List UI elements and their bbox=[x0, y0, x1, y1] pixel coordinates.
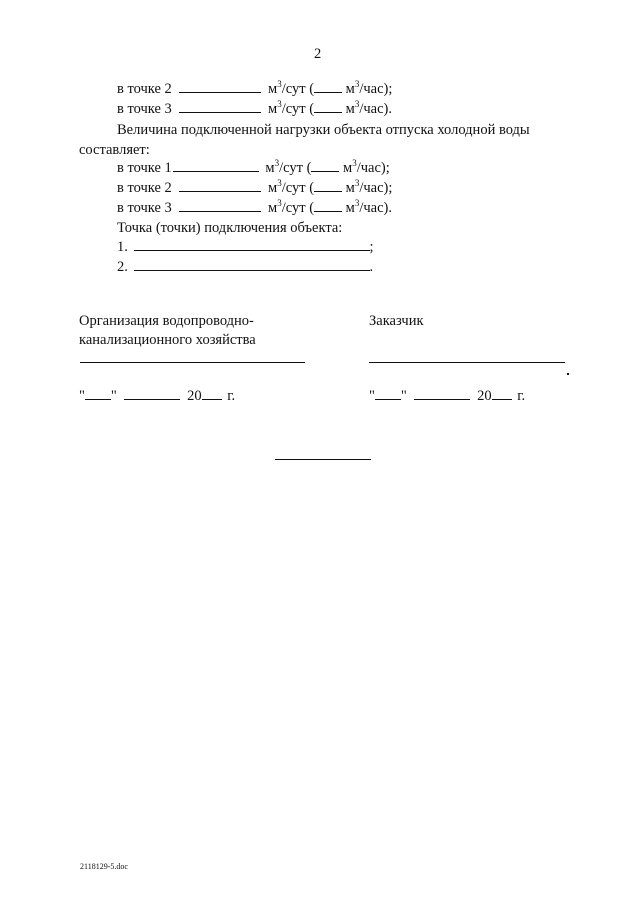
customer-date bbox=[369, 387, 525, 405]
point-label: в точке 2 bbox=[117, 180, 172, 196]
footer-filename: 2118129-5.doc bbox=[80, 862, 128, 871]
line-end: . bbox=[388, 101, 393, 117]
connection-points-heading: Точка (точки) подключения объекта: bbox=[117, 220, 343, 236]
blank-month bbox=[414, 387, 470, 400]
unit-m: м bbox=[345, 101, 355, 117]
line-end: ; bbox=[388, 180, 393, 196]
year-suffix: г. bbox=[517, 388, 526, 404]
line-end: ; bbox=[385, 160, 390, 176]
unit-m: м bbox=[265, 160, 275, 176]
unit-hour: /час) bbox=[359, 200, 389, 216]
unit-day: /сут ( bbox=[279, 160, 312, 176]
blank-month bbox=[124, 387, 180, 400]
quote-close: " bbox=[110, 388, 117, 404]
unit-exp: 3 bbox=[277, 99, 282, 109]
blank-day bbox=[85, 387, 111, 400]
year-prefix: 20 bbox=[187, 388, 202, 404]
closing-rule bbox=[275, 459, 371, 460]
unit-exp: 3 bbox=[354, 198, 360, 208]
line-end: . bbox=[388, 200, 393, 216]
blank-field bbox=[179, 100, 261, 113]
unit-m: м bbox=[345, 200, 355, 216]
quote-close: " bbox=[400, 388, 407, 404]
blank-field bbox=[134, 238, 370, 251]
cold-water-point-1 bbox=[117, 159, 390, 177]
unit-exp: 3 bbox=[277, 198, 282, 208]
connection-point-1 bbox=[117, 238, 374, 256]
vodokanal-label-line2: канализационного хозяйства bbox=[79, 332, 256, 348]
water-intake-point-3 bbox=[117, 100, 392, 118]
point-number: 1. bbox=[117, 239, 128, 255]
blank-field bbox=[314, 80, 342, 93]
page-number: 2 bbox=[314, 46, 322, 62]
line-end: . bbox=[369, 259, 374, 275]
point-label: в точке 2 bbox=[117, 81, 172, 97]
line-end: ; bbox=[388, 81, 393, 97]
water-intake-point-2 bbox=[117, 80, 392, 98]
blank-field bbox=[311, 159, 339, 172]
cold-water-heading-line1: Величина подключенной нагрузки объекта отпуска холодной воды bbox=[117, 122, 530, 138]
unit-hour: /час) bbox=[359, 101, 389, 117]
cold-water-point-3 bbox=[117, 199, 392, 217]
unit-exp: 3 bbox=[277, 178, 282, 188]
unit-m: м bbox=[268, 101, 278, 117]
unit-m: м bbox=[345, 81, 355, 97]
unit-m: м bbox=[343, 160, 353, 176]
cold-water-heading-line2: составляет: bbox=[79, 142, 150, 158]
unit-exp: 3 bbox=[274, 158, 280, 168]
unit-m: м bbox=[345, 180, 355, 196]
year-suffix: г. bbox=[227, 388, 236, 404]
unit-day: /сут ( bbox=[281, 180, 315, 196]
blank-field bbox=[179, 80, 261, 93]
unit-m: м bbox=[268, 180, 278, 196]
blank-year bbox=[202, 387, 222, 400]
unit-hour: /час) bbox=[359, 180, 389, 196]
stray-dot bbox=[567, 373, 569, 375]
unit-day: /сут ( bbox=[281, 200, 315, 216]
unit-hour: /час) bbox=[359, 81, 389, 97]
blank-day bbox=[375, 387, 401, 400]
blank-field bbox=[134, 258, 370, 271]
unit-hour: /час) bbox=[356, 160, 386, 176]
point-label: в точке 3 bbox=[117, 200, 172, 216]
blank-field bbox=[173, 159, 259, 172]
customer-signature-line bbox=[369, 362, 565, 363]
unit-exp: 3 bbox=[354, 178, 360, 188]
blank-field bbox=[179, 199, 261, 212]
unit-day: /сут ( bbox=[281, 81, 315, 97]
connection-point-2 bbox=[117, 258, 373, 276]
cold-water-point-2 bbox=[117, 179, 392, 197]
blank-field bbox=[314, 199, 342, 212]
blank-field bbox=[179, 179, 261, 192]
customer-label: Заказчик bbox=[369, 313, 424, 329]
point-label: в точке 1 bbox=[117, 160, 172, 176]
unit-exp: 3 bbox=[277, 79, 282, 89]
unit-m: м bbox=[268, 81, 278, 97]
quote-open: " bbox=[79, 388, 85, 404]
year-prefix: 20 bbox=[477, 388, 492, 404]
point-label: в точке 3 bbox=[117, 101, 172, 117]
unit-exp: 3 bbox=[352, 158, 357, 168]
line-end: ; bbox=[369, 239, 374, 255]
unit-exp: 3 bbox=[354, 99, 360, 109]
blank-field bbox=[314, 100, 342, 113]
unit-m: м bbox=[268, 200, 278, 216]
blank-field bbox=[314, 179, 342, 192]
unit-exp: 3 bbox=[354, 79, 360, 89]
vodokanal-date bbox=[79, 387, 235, 405]
vodokanal-label-line1: Организация водопроводно- bbox=[79, 313, 254, 329]
unit-day: /сут ( bbox=[281, 101, 315, 117]
vodokanal-signature-line bbox=[80, 362, 305, 363]
quote-open: " bbox=[369, 388, 375, 404]
blank-year bbox=[492, 387, 512, 400]
point-number: 2. bbox=[117, 259, 128, 275]
